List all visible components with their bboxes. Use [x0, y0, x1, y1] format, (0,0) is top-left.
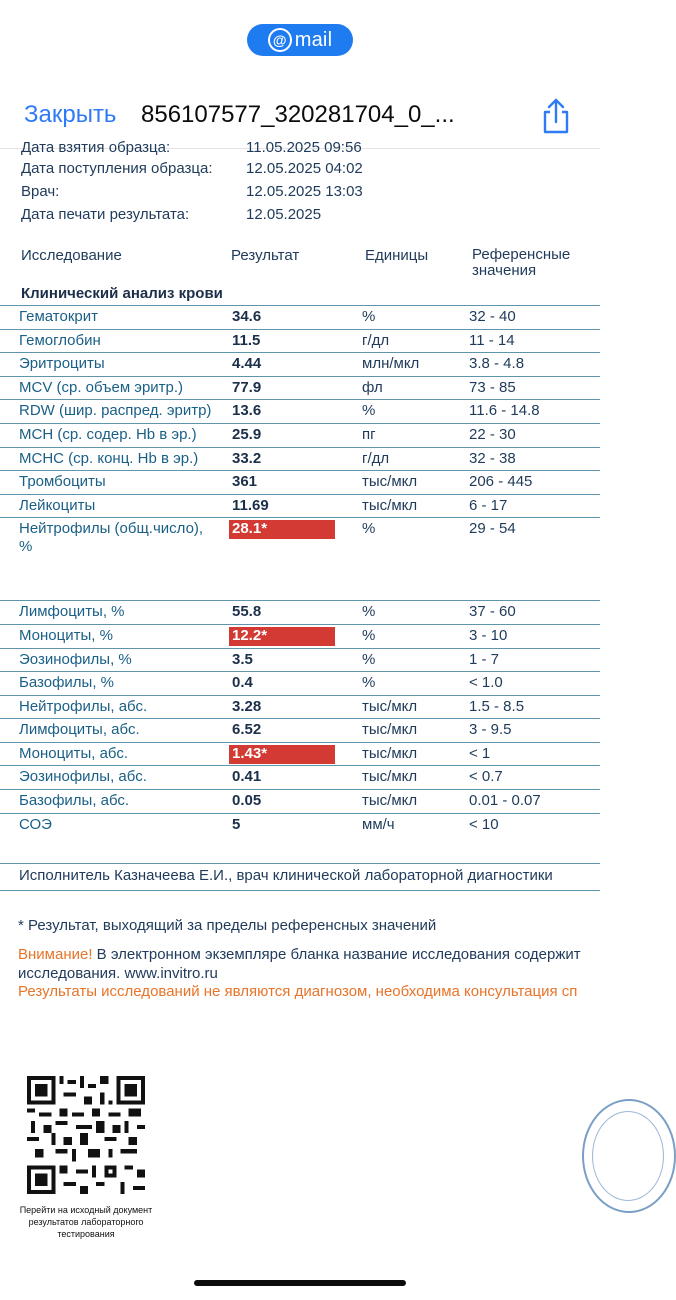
home-indicator[interactable] [194, 1280, 406, 1286]
test-unit: % [362, 402, 376, 419]
meta-value: 12.05.2025 [246, 206, 322, 223]
test-unit: тыс/мкл [362, 745, 418, 762]
test-result: 3.28 [232, 698, 262, 715]
test-unit: фл [362, 379, 383, 396]
test-unit: тыс/мкл [362, 721, 418, 738]
header-study: Исследование [21, 247, 122, 264]
test-result: 25.9 [232, 426, 262, 443]
test-name: Эозинофилы, абс. [19, 768, 147, 785]
test-result: 6.52 [232, 721, 262, 738]
table-row [0, 352, 600, 376]
table-row [0, 789, 600, 813]
table-row [0, 813, 600, 837]
test-reference: 11.6 - 14.8 [469, 402, 540, 419]
test-unit: пг [362, 426, 376, 443]
test-result: 13.6 [232, 402, 262, 419]
test-reference: < 10 [469, 816, 499, 833]
table-row [0, 329, 600, 353]
header-reference [472, 247, 570, 279]
table-row [0, 648, 600, 672]
meta-label: Дата взятия образца: [21, 139, 171, 156]
test-unit: тыс/мкл [362, 792, 418, 809]
test-reference: 22 - 30 [469, 426, 516, 443]
table-row [0, 376, 600, 400]
test-unit: г/дл [362, 450, 390, 467]
test-reference: 11 - 14 [469, 332, 515, 349]
test-result: 77.9 [232, 379, 262, 396]
meta-label: Дата поступления образца: [21, 160, 213, 177]
test-reference: 3 - 9.5 [469, 721, 512, 738]
table-row [0, 671, 600, 695]
footnote: * Результат, выходящий за пределы референсных значений [18, 917, 437, 934]
test-name-line2: % [19, 538, 33, 555]
test-unit: % [362, 627, 376, 644]
test-unit: % [362, 603, 376, 620]
test-reference: 29 - 54 [469, 520, 516, 537]
test-name: Гематокрит [19, 308, 98, 325]
test-result: 11.5 [232, 332, 261, 349]
test-name: Эозинофилы, % [19, 651, 132, 668]
test-unit: % [362, 308, 376, 325]
test-reference: < 1.0 [469, 674, 503, 691]
test-name: MCH (ср. содер. Hb в эр.) [19, 426, 197, 443]
test-unit: % [362, 674, 376, 691]
table-row [0, 600, 600, 624]
meta-value: 12.05.2025 04:02 [246, 160, 363, 177]
test-name: RDW (шир. распред. эритр) [19, 402, 212, 419]
test-unit: тыс/мкл [362, 698, 418, 715]
mail-label: mail [294, 28, 333, 51]
test-name: Базофилы, абс. [19, 792, 130, 809]
test-unit: тыс/мкл [362, 768, 418, 785]
seal-stamp-inner [592, 1111, 664, 1201]
test-name: Лимфоциты, абс. [19, 721, 140, 738]
test-result: 55.8 [232, 603, 262, 620]
test-result: 33.2 [232, 450, 262, 467]
test-name: Эритроциты [19, 355, 105, 372]
test-unit: тыс/мкл [362, 497, 418, 514]
meta-label: Врач: [21, 183, 60, 200]
header-reference-line1: Референсные [472, 246, 571, 263]
test-reference: 1 - 7 [469, 651, 500, 668]
test-result-flagged: 1.43* [229, 745, 335, 764]
test-unit: г/дл [362, 332, 390, 349]
test-reference: 32 - 38 [469, 450, 516, 467]
table-row-flagged [0, 517, 600, 600]
attention-word: Внимание! [18, 946, 93, 963]
at-icon: @ [268, 28, 292, 52]
test-unit: % [362, 651, 376, 668]
table-row [0, 494, 600, 518]
test-unit: млн/мкл [362, 355, 420, 372]
test-result: 3.5 [232, 651, 253, 668]
table-row-flagged [0, 742, 600, 766]
table-row [0, 470, 600, 494]
table-row [0, 765, 600, 789]
test-reference: 3.8 - 4.8 [469, 355, 525, 372]
header-reference-line2: значения [472, 262, 537, 279]
test-reference: 37 - 60 [469, 603, 516, 620]
table-row [0, 399, 600, 423]
table-row-flagged [0, 624, 600, 648]
test-unit: мм/ч [362, 816, 395, 833]
document-view[interactable] [0, 139, 600, 1279]
test-reference: 32 - 40 [469, 308, 516, 325]
test-name: Нейтрофилы, абс. [19, 698, 148, 715]
meta-row-doctor [21, 183, 363, 200]
test-name: Моноциты, абс. [19, 745, 129, 762]
test-name: Базофилы, % [19, 674, 114, 691]
test-reference: 206 - 445 [469, 473, 533, 490]
header-units: Единицы [365, 247, 429, 264]
test-reference: 73 - 85 [469, 379, 516, 396]
test-name: Гемоглобин [19, 332, 101, 349]
meta-label: Дата печати результата: [21, 206, 190, 223]
qr-code[interactable] [27, 1076, 145, 1194]
test-result-flagged: 12.2* [229, 627, 335, 646]
attention-text: В электронном экземпляре бланка название исследования содержит [92, 946, 581, 963]
share-icon[interactable] [538, 96, 574, 136]
table-row [0, 305, 600, 329]
section-title: Клинический анализ крови [21, 285, 223, 302]
test-name: Тромбоциты [19, 473, 106, 490]
test-unit: % [362, 520, 376, 537]
table-row [0, 718, 600, 742]
test-result: 0.05 [232, 792, 262, 809]
test-reference: 0.01 - 0.07 [469, 792, 541, 809]
meta-value: 12.05.2025 13:03 [246, 183, 363, 200]
test-result: 0.4 [232, 674, 253, 691]
test-result: 0.41 [232, 768, 262, 785]
test-unit: тыс/мкл [362, 473, 418, 490]
meta-row-received [21, 160, 363, 177]
meta-row-print-date [21, 206, 322, 223]
test-name: Моноциты, % [19, 627, 113, 644]
test-reference: 1.5 - 8.5 [469, 698, 525, 715]
qr-caption: Перейти на исходный документ результатов лабораторного тестирования [19, 1205, 153, 1239]
warning-text: Результаты исследований не являются диагнозом, необходима консультация сп [18, 983, 578, 1000]
divider [0, 890, 600, 891]
test-name [19, 520, 203, 556]
table-row [0, 447, 600, 471]
meta-row-sample-date [21, 139, 362, 156]
table-row [0, 423, 600, 447]
document-title: 856107577_320281704_0_... [141, 101, 455, 128]
test-name: MCV (ср. объем эритр.) [19, 379, 184, 396]
test-reference: 6 - 17 [469, 497, 508, 514]
table-row [0, 695, 600, 719]
performer-line: Исполнитель Казначеева Е.И., врач клинической лабораторной диагностики [19, 867, 553, 884]
test-result: 34.6 [232, 308, 262, 325]
test-name: MCHC (ср. конц. Hb в эр.) [19, 450, 199, 467]
meta-value: 11.05.2025 09:56 [246, 139, 362, 156]
attention-link-line[interactable]: исследования. www.invitro.ru [18, 965, 218, 982]
test-name-line1: Нейтрофилы (общ.число), [19, 520, 204, 537]
attention-note [18, 945, 581, 983]
mail-badge [247, 24, 353, 56]
test-result: 361 [232, 473, 258, 490]
test-name: Лейкоциты [19, 497, 96, 514]
test-name: Лимфоциты, % [19, 603, 125, 620]
header-result: Результат [231, 247, 300, 264]
test-result: 5 [232, 816, 241, 833]
test-name: СОЭ [19, 816, 52, 833]
navigation-bar [0, 92, 600, 140]
divider [0, 863, 600, 864]
test-reference: < 0.7 [469, 768, 503, 785]
test-reference: < 1 [469, 745, 491, 762]
test-result: 4.44 [232, 355, 262, 372]
test-result-flagged: 28.1* [229, 520, 335, 539]
close-button[interactable]: Закрыть [24, 101, 117, 128]
test-result: 11.69 [232, 497, 269, 514]
test-reference: 3 - 10 [469, 627, 508, 644]
